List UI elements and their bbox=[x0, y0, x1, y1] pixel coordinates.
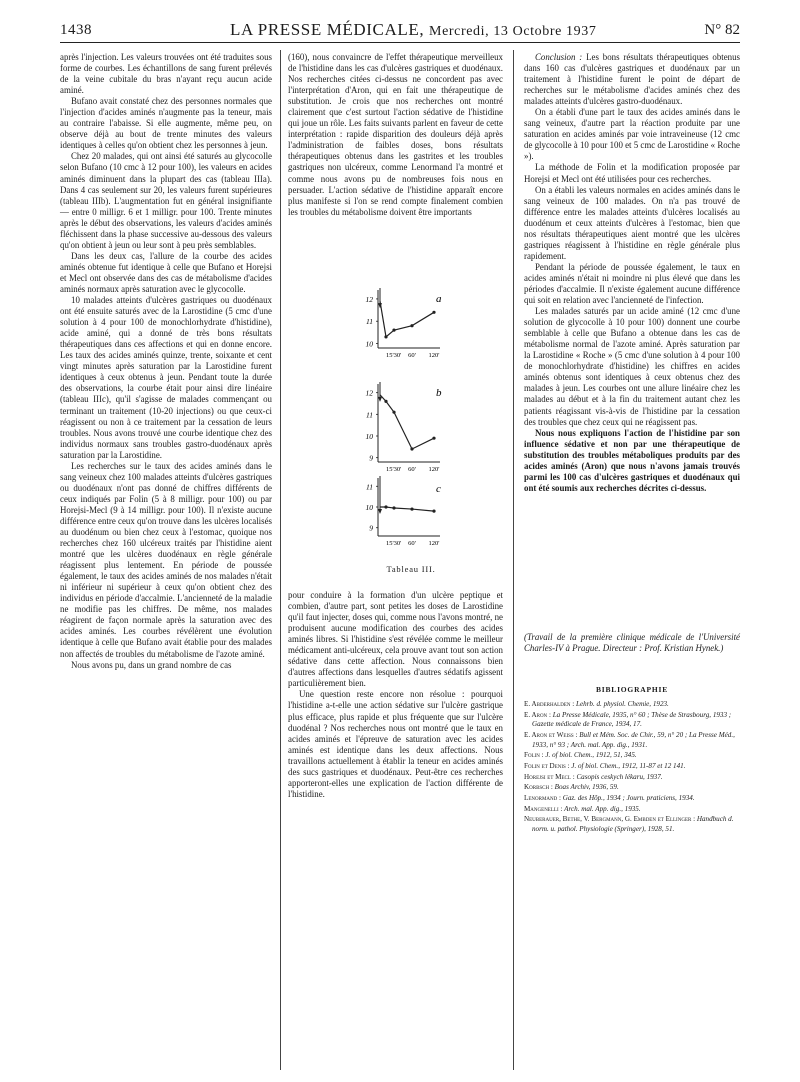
page-header bbox=[60, 22, 740, 43]
x-tick-label: 120' bbox=[428, 466, 440, 473]
y-tick-label: 11 bbox=[366, 410, 373, 420]
paragraph: Chez 20 malades, qui ont ainsi été saturés au glycocolle selon Bufano (10 cmc à 12 pour 100), les valeurs en acides aminés diminuent dans la plupart des cas (tableau IIIa). Dans 4 cas seulement sur 20, les valeurs furent supérieures (tableau IIIb). L'augmentation fut en général insignifiante — entre 0 milligr. 6 et 1 milligr. pour 100. Trente minutes après le début des observations, les valeurs d'acides aminés fléchissent dans la phase successive au-dessous des valeurs qu'on obtient à jeun ou leur sont à peu près semblables. bbox=[60, 151, 272, 250]
x-tick-label: 15'30' bbox=[386, 540, 402, 547]
data-point bbox=[392, 506, 395, 509]
conclusion-label: Conclusion : bbox=[535, 52, 583, 62]
data-point bbox=[384, 400, 387, 403]
paragraph: Nous nous expliquons l'action de l'histidine par son influence sédative et non par une thérapeutique de substitution des troubles métaboliques produits par des acides aminés (Aron) que nous n'avons jamais trouvés parmi les 100 cas d'ulcères gastriques et duodénaux qui ont été soumis aux recherches décrites ci-dessus. bbox=[524, 427, 740, 493]
x-tick-label: 120' bbox=[428, 540, 440, 547]
bibliography-reference: Gaz. des Hôp., 1934 ; Journ. praticiens, 1934. bbox=[562, 794, 695, 802]
paragraph: On a établi d'une part le taux des acides aminés dans le sang veineux, d'autre part la réaction produite par une saturation en acides aminés par voie intraveineuse (12 cmc de glycocolle à 10 pour 100 et 5 cmc de Larostidine « Roche »). bbox=[524, 107, 740, 162]
x-tick-label: 120' bbox=[428, 352, 440, 359]
curves-figure bbox=[356, 282, 466, 562]
paragraph: Bufano avait constaté chez des personnes normales que l'injection d'acides aminés n'augmente pas la teneur, mais au contraire l'abaisse. Si elle augmente, même peu, on observe déjà au bout de trente minutes des valeurs identiques à celles qu'on obtient chez les personnes à jeun. bbox=[60, 96, 272, 151]
conclusion-paragraph bbox=[524, 52, 740, 107]
data-point bbox=[410, 447, 413, 450]
bibliography-entry bbox=[524, 731, 740, 750]
bibliography-entry bbox=[524, 762, 740, 772]
bibliography-authors: E. Aron et Weiss : bbox=[524, 730, 580, 739]
figure-tableau-iii bbox=[356, 282, 466, 582]
series-line bbox=[380, 301, 434, 337]
y-tick-label: 11 bbox=[366, 482, 373, 492]
journal-name: LA PRESSE MÉDICALE, bbox=[230, 20, 425, 39]
column-2-top bbox=[288, 52, 503, 218]
data-point bbox=[392, 329, 395, 332]
bibliography-authors: Folin : bbox=[524, 751, 546, 760]
bibliography-list bbox=[524, 700, 740, 836]
paragraph: Nous avons pu, dans un grand nombre de cas bbox=[71, 659, 232, 670]
bibliography-authors: Lenormand : bbox=[524, 794, 563, 802]
bibliography-reference: Casopis ceskych lékaru, 1937. bbox=[576, 772, 663, 781]
bibliography-authors: Horejsi et Mecl : bbox=[524, 772, 577, 781]
page-number: 1438 bbox=[60, 22, 92, 38]
column-3 bbox=[524, 52, 740, 494]
bibliography-reference: Lehrb. d. physiol. Chemie, 1923. bbox=[576, 700, 669, 708]
paragraph: (160), nous convaincre de l'effet thérapeutique merveilleux de l'histidine dans les cas d'ulcères gastriques et duodénaux. Nos recherches citées ci-dessus ne concordent pas avec l'interprétation d'Aron, qui en fait une thérapeutique de substitution. Je crois que nos recherches ont montré clairement que c'est surtout l'action sédative de l'histidine qui joue un rôle. Les faits suivants parlent en faveur de cette interprétation : rapide disparition des douleurs déjà après l'administration de faibles doses, bons résultats thérapeutiques obtenus dans les gastrites et les troubles gastriques non ulcéreux, comme Lenormand l'a montré et comme nous avons pu de nombreuses fois nous en persuader. L'action sédative de l'histidine apparaît encore plus manifeste si l'on se rend compte finalement combien les troubles du métabolisme doivent être importants bbox=[288, 52, 503, 217]
x-tick-label: 15'30' bbox=[386, 466, 402, 473]
bibliography-authors: E. Aron : bbox=[524, 710, 553, 719]
column-2-bottom bbox=[288, 590, 503, 800]
conclusion-text: Les bons résultats thérapeutiques obtenus dans 160 cas d'ulcères gastriques et duodénaux par un traitement à l'histidine furent le point de départ de recherches sur le métabolisme d'acides aminés chez des malades atteints d'ulcères gastro-duodénaux. bbox=[524, 52, 740, 107]
x-tick-label: 60' bbox=[408, 540, 416, 547]
column-rule bbox=[513, 50, 514, 1070]
bibliography-authors: Mangenelli : bbox=[524, 804, 565, 813]
bibliography-authors: Neuberauer, Bethe, V. Bergmann, G. Embden et Ellinger : bbox=[524, 815, 697, 824]
credit-note: (Travail de la première clinique médicale de l'Université Charles-IV à Prague. Directeur : Prof. Kristian Hynek.) bbox=[524, 632, 740, 654]
paragraph: Dans les deux cas, l'allure de la courbe des acides aminés obtenue fut identique à celle que Bufano et Horejsi et Mecl ont observée dans des cas de métabolisme d'acides aminés normaux après saturation avec le glycocolle. bbox=[60, 250, 272, 294]
bibliography-entry bbox=[524, 700, 740, 710]
bibliography-reference: Bull et Mém. Soc. de Chir., 59, n° 20 ; La Presse Méd., 1933, n° 93 ; Arch. mal. App. dig., 1931. bbox=[532, 730, 735, 749]
column-rule bbox=[280, 50, 281, 1070]
y-tick-label: 11 bbox=[366, 317, 373, 327]
column-1 bbox=[60, 52, 272, 671]
x-tick-label: 15'30' bbox=[386, 352, 402, 359]
bibliography-reference: La Presse Médicale, 1935, n° 60 ; Thèse de Strasbourg, 1933 ; Gazette médicale de France, 1934, 17. bbox=[532, 710, 732, 729]
series-line bbox=[380, 395, 434, 449]
paragraph: après l'injection. Les valeurs trouvées ont été traduites sous forme de courbes. Les échantillons de sang furent prélevés de la veine cubitale du bras n'ayant reçu aucun acide aminé. bbox=[60, 52, 272, 96]
curve-label: b bbox=[436, 387, 442, 399]
paragraph: On a établi les valeurs normales en acides aminés dans le sang veineux de 100 malades. On n'a pas trouvé de différence entre les malades atteints d'ulcères localisés au duodénum et ceux atteints d'ulcères à l'estomac, bien que nos résultats thérapeutiques aient montré que les ulcères gastriques réagissent à l'histidine en règle générale plus rapidement. bbox=[524, 184, 740, 261]
bibliography-entry bbox=[524, 773, 740, 783]
y-tick-label: 12 bbox=[365, 294, 373, 304]
paragraph: 10 malades atteints d'ulcères gastriques ou duodénaux ont été ensuite saturés avec de la Larostidine (5 cmc d'une solution à 4 pour 100 de monochlorhydrate d'histidine), acide aminé, qui a donné de très bons résultats thérapeutiques dans ces affections et qui en donne encore. Les taux des acides aminés quinze, trente, soixante et cent vingt minutes après saturation par la Larostidine furent identiques à ceux obtenus à jeun. Pendant toute la durée des observations, la courbe était pour ainsi dire linéaire (tableau IIIc), qu'il s'agisse de malades commençant ou terminant un traitement (10-20 injections) ou que ceux-ci réagissent ou non à ce traitement par la cessation de leurs troubles. Nous avons trouvé une courbe identique chez des individus normaux sans troubles gastro-duodénaux après saturation par la Larostidine. bbox=[60, 295, 272, 460]
data-point bbox=[384, 505, 387, 508]
x-tick-label: 60' bbox=[408, 466, 416, 473]
bibliography-title: BIBLIOGRAPHIE bbox=[595, 685, 669, 694]
bibliography-authors: E. Abderhalden : bbox=[524, 700, 577, 708]
bibliography-entry bbox=[524, 794, 740, 804]
data-point bbox=[432, 311, 435, 314]
series-line bbox=[380, 507, 434, 511]
bibliography-authors: Korbsch : bbox=[524, 783, 555, 792]
y-tick-label: 9 bbox=[369, 453, 373, 463]
bibliography-entry bbox=[524, 805, 740, 815]
bibliography-reference: Boas Archiv, 1936, 59. bbox=[554, 783, 619, 792]
data-point bbox=[432, 437, 435, 440]
bibliography-reference: J. of biol. Chem., 1912, 51, 345. bbox=[545, 751, 637, 760]
data-point bbox=[384, 335, 387, 338]
bibliography-entry bbox=[524, 815, 740, 834]
curve-label: a bbox=[436, 293, 442, 305]
x-tick-label: 60' bbox=[408, 352, 416, 359]
y-tick-label: 10 bbox=[365, 339, 373, 349]
issue-number: N° 82 bbox=[704, 22, 740, 38]
paragraph: La méthode de Folin et la modification proposée par Horejsi et Mecl ont été utilisées pour ces recherches. bbox=[524, 162, 740, 184]
bibliography-entry bbox=[524, 783, 740, 793]
bibliography-reference: Handbuch d. norm. u. pathol. Physiologie (Springer), 1928, 51. bbox=[532, 815, 734, 833]
paragraph: Une question reste encore non résolue : pourquoi l'histidine a-t-elle une action sédative sur l'ulcère gastrique plus efficace, plus rapide et plus fréquente que sur l'ulcère duodénal ? Nos recherches nous ont montré que le taux en acides aminés et l'épreuve de saturation avec les acides aminés est identique dans les deux affections. Nous travaillons actuellement à établir la teneur en acides aminés des sucs gastriques et duodénaux. Peut-être ces recherches apporteront-elles une explication de l'action différente de l'histidine. bbox=[288, 689, 503, 799]
paragraph: pour conduire à la formation d'un ulcère peptique et combien, d'autre part, sont petites les doses de Larostidine qu'il faut injecter, doses qui, comme nous l'avons montré, ne produisent aucune modification des courbes des acides aminés libres. Si l'histidine s'est révélée comme le meilleur médicament anti-ulcéreux, cela prouve avant tout son action sédative dans cette affection. Nous connaissons bien d'autres affections dans lesquelles d'autres sédatifs agissent particulièrement bien. bbox=[288, 590, 503, 689]
bibliography-authors: Folin et Denis : bbox=[524, 761, 572, 770]
y-tick-label: 12 bbox=[365, 388, 373, 398]
bibliography-reference: Arch. mal. App. dig., 1935. bbox=[564, 804, 641, 813]
arrow-head bbox=[378, 509, 382, 514]
bibliography-reference: J. of biol. Chem., 1912, 11-87 et 12 141. bbox=[571, 761, 686, 770]
data-point bbox=[432, 510, 435, 513]
curve-label: c bbox=[436, 483, 441, 495]
data-point bbox=[410, 507, 413, 510]
data-point bbox=[410, 324, 413, 327]
y-tick-label: 10 bbox=[365, 432, 373, 441]
paragraph: Les malades saturés par un acide aminé (12 cmc d'une solution de glycocolle à 10 pour 100) donnent une courbe semblable à celle que Bufano a obtenue dans les cas de métabolisme normal de l'azote aminé. Après saturation par la Larostidine « Roche » (5 cmc d'une solution à 4 pour 100 de monochlorhydrate d'histidine) les chiffres en acides aminés obtenus sont identiques à ceux obtenus chez des malades à jeun. Les courbes ont une allure linéaire chez les malades au début et à la fin du traitement autant chez les patients réagissant vis-à-vis de l'histidine par la cessation des troubles que chez ceux qui ne réagissent pas. bbox=[524, 306, 740, 427]
running-title bbox=[230, 20, 596, 40]
bibliography-entry bbox=[524, 751, 740, 761]
data-point bbox=[392, 411, 395, 414]
paragraph: Les recherches sur le taux des acides aminés dans le sang veineux chez 100 malades atteints d'ulcères gastriques ou duodénaux n'ont pas donné de chiffres différents de ceux indiqués par Folin (5 à 8 milligr. pour 100) ou par Horejsi-Mecl (9 à 14 milligr. pour 100). Il n'existe aucune différence entre ceux qu'on trouve dans les ulcères localisés au duodénum ou bien chez ceux à l'estomac, quoique nos recherches chez 160 ulcéreux traités par l'histidine aient montré que les ulcères duodénaux en règle générale réagissent plus lentement. En période de poussée également, le taux des acides aminés de nos malades n'était ni inférieur ni supérieur à ceux qu'on obtient chez des individus en période d'accalmie. L'ancienneté de la maladie ne modifie pas les chiffres. De même, nos malades réagirent de façon normale après la saturation avec des acides aminés. Les courbes révélèrent une évolution identique à celle que Bufano avait établie pour des malades non affectés de troubles du métabolisme de l'azote aminé. bbox=[60, 460, 272, 659]
y-tick-label: 10 bbox=[365, 503, 373, 512]
paragraph: Pendant la période de poussée également, le taux en acides aminés n'était ni moindre ni plus élevé que dans les périodes d'accalmie. Il n'existe également aucune différence qui soit en relation avec l'ancienneté de l'infection. bbox=[524, 261, 740, 306]
issue-date: Mercredi, 13 Octobre 1937 bbox=[429, 24, 597, 39]
bibliography-entry bbox=[524, 711, 740, 730]
figure-caption: Tableau III. bbox=[386, 564, 436, 574]
arrow-head bbox=[378, 397, 382, 402]
y-tick-label: 9 bbox=[369, 523, 373, 533]
